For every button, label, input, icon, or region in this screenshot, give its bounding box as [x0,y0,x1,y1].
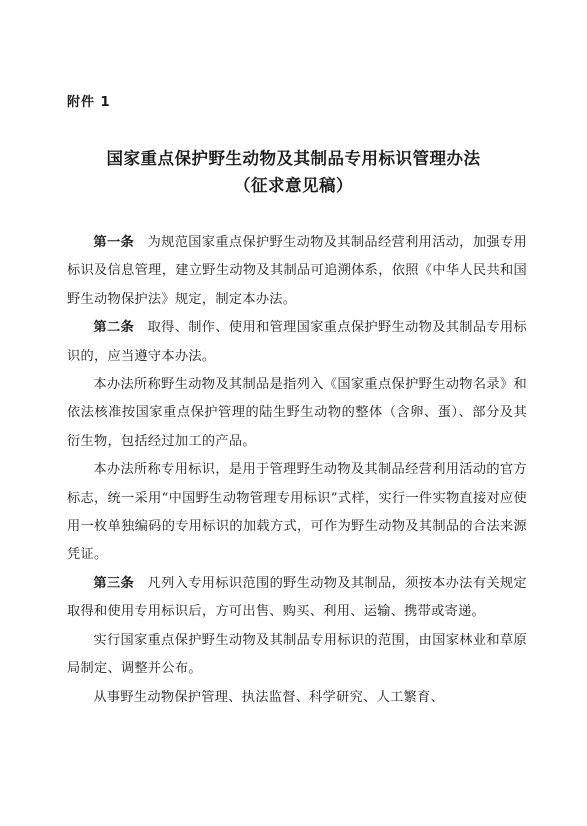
paragraph [67,456,527,570]
paragraph [67,627,527,684]
document-title: 国家重点保护野生动物及其制品专用标识管理办法 [106,149,481,168]
paragraph [67,371,527,456]
paragraph-text: 为规范国家重点保护野生动物及其制品经营利用活动，加强专用标识及信息管理，建立野生动物及其制品可追溯体系，依照《中华人民共和国野生动物保护法》规定，制定本办法。 [67,235,527,307]
article-number: 第二条 [93,320,135,336]
paragraph-text: 从事野生动物保护管理、执法监督、科学研究、人工繁育、 [93,689,445,705]
paragraph-text: 取得、制作、使用和管理国家重点保护野生动物及其制品专用标识的，应当遵守本办法。 [67,320,527,364]
paragraph-text: 实行国家重点保护野生动物及其制品专用标识的范围，由国家林业和草原局制定、调整并公布。 [67,632,527,677]
paragraph [67,684,527,712]
paragraph-text: 本办法所称野生动物及其制品是指列入《国家重点保护野生动物名录》和依法核准按国家重点保护管理的陆生野生动物的整体（含卵、蛋）、部分及其衍生物，包括经过加工的产品。 [67,377,527,449]
article-number: 第一条 [93,235,135,250]
paragraph-article-1 [67,229,527,314]
paragraph-text: 凡列入专用标识范围的野生动物及其制品，须按本办法有关规定取得和使用专用标识后，方可出售、购买、利用、运输、携带或寄递。 [67,575,527,620]
paragraph-article-2 [67,314,527,371]
paragraph-text: 本办法所称专用标识，是用于管理野生动物及其制品经营利用活动的官方标志，统一采用“中国野生动物管理专用标识”式样，实行一件实物直接对应使用一枚单独编码的专用标识的加载方式，可作为野生动物及其制品的合法来源凭证。 [67,462,527,563]
article-number: 第三条 [93,575,135,591]
paragraph-article-3 [67,570,527,627]
document-body [67,229,527,712]
attachment-label: 附件 1 [67,95,111,110]
document-subtitle: （征求意见稿） [234,176,353,195]
